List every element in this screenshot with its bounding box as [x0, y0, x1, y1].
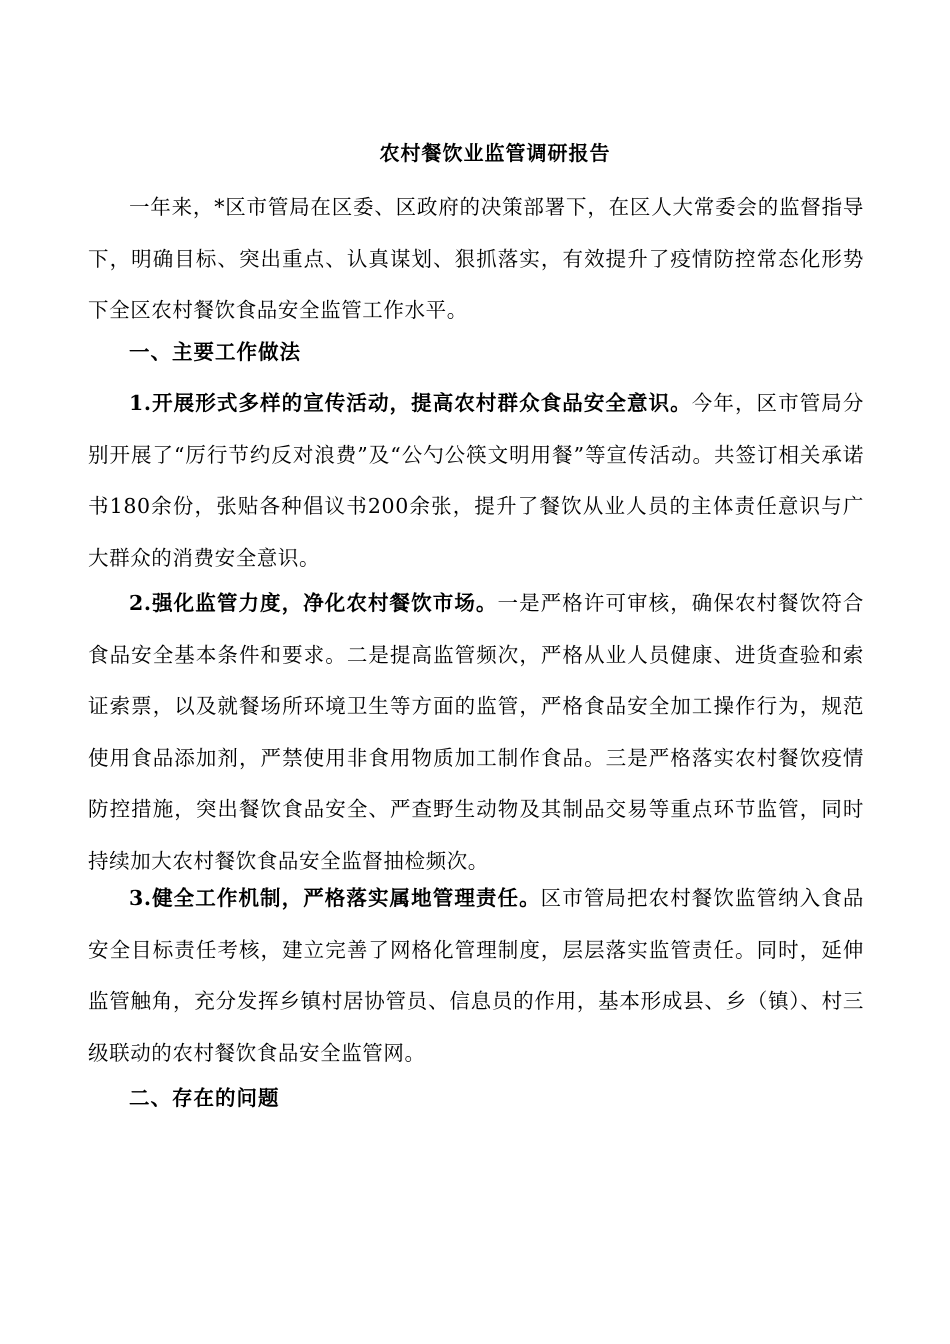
work-item-2-text: 一是严格许可审核，确保农村餐饮符合食品安全基本条件和要求。二是提高监管频次，严格从业人员健康、进货查验和索证索票，以及就餐场所环境卫生等方面的监管，严格食品安全加工操作行为，规范使用食品添加剂，严禁使用非食用物质加工制作食品。三是严格落实农村餐饮疫情防控措施，突出餐饮食品安全、严查野生动物及其制品交易等重点环节监管，同时持续加大农村餐饮食品安全监督抽检频次。 [88, 591, 865, 873]
work-item-2-lead: 2.强化监管力度，净化农村餐饮市场。 [129, 591, 498, 615]
work-item-1-lead: 1.开展形式多样的宣传活动，提高农村群众食品安全意识。 [129, 391, 692, 415]
intro-paragraph: 一年来，*区市管局在区委、区政府的决策部署下，在区人大常委会的监督指导下，明确目标、突出重点、认真谋划、狠抓落实，有效提升了疫情防控常态化形势下全区农村餐饮食品安全监管工作水平。 [88, 195, 864, 322]
work-item-3-lead: 3.健全工作机制，严格落实属地管理责任。 [129, 886, 541, 910]
section-heading-main-work: 一、主要工作做法 [129, 340, 301, 364]
document-title: 农村餐饮业监管调研报告 [379, 141, 611, 165]
work-item-2 [88, 578, 864, 887]
work-item-1 [88, 378, 864, 584]
work-item-1-text: 今年，区市管局分别开展了“厉行节约反对浪费”及“公勺公筷文明用餐”等宣传活动。共签订相关承诺书180余份，张贴各种倡议书200余张，提升了餐饮从业人员的主体责任意识与广大群众的消费安全意识。 [88, 391, 864, 570]
work-item-3-text: 区市管局把农村餐饮监管纳入食品安全目标责任考核，建立完善了网格化管理制度，层层落实监管责任。同时，延伸监管触角，充分发挥乡镇村居协管员、信息员的作用，基本形成县、乡（镇）、村三级联动的农村餐饮食品安全监管网。 [88, 886, 864, 1065]
work-item-3 [88, 873, 864, 1079]
section-heading-problems: 二、存在的问题 [129, 1086, 280, 1110]
